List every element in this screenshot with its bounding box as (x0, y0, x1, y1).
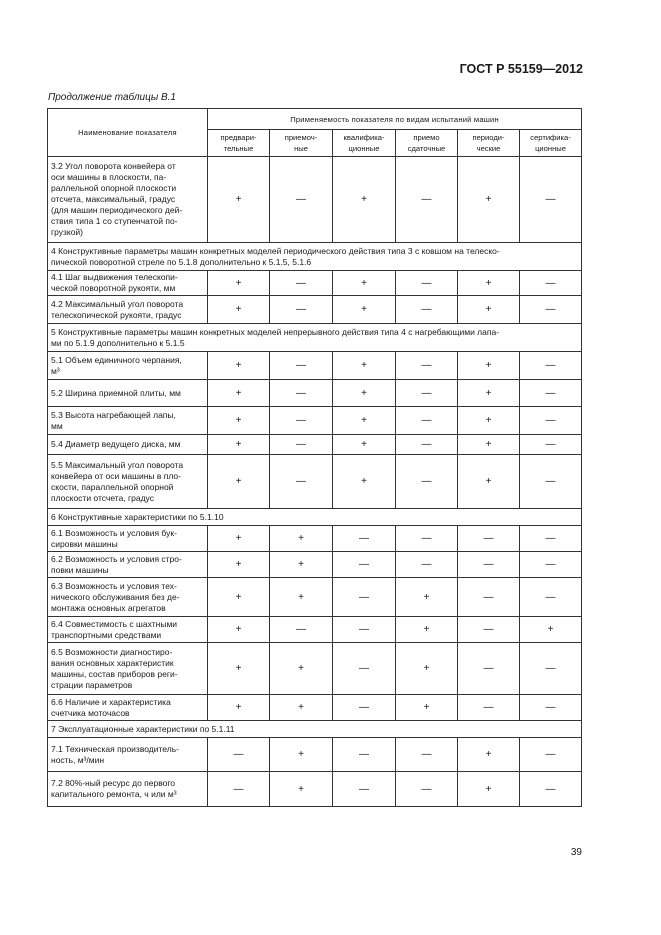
applicability-mark: — (396, 380, 458, 407)
applicability-mark: + (270, 738, 333, 772)
section-title (48, 324, 582, 352)
applicability-mark: — (520, 435, 582, 455)
text-line: нического обслуживания без де- (51, 591, 180, 602)
text-line: плоскости отсчета, градус (51, 492, 154, 503)
section-row (48, 721, 582, 738)
applicability-mark: + (208, 271, 270, 296)
applicability-mark: — (333, 617, 396, 643)
text-line: скости, параллельной опорной (51, 481, 174, 492)
applicability-mark: — (270, 617, 333, 643)
applicability-mark: + (458, 380, 520, 407)
text-line: счетчика моточасов (51, 707, 130, 718)
applicability-mark: — (270, 380, 333, 407)
text-line: м³ (51, 365, 60, 376)
applicability-mark: + (208, 578, 270, 617)
table-row (48, 643, 582, 695)
table-row (48, 552, 582, 578)
text-line: сировки машины (51, 538, 118, 549)
table-header-row (48, 109, 582, 130)
applicability-mark: + (458, 772, 520, 807)
table-row (48, 435, 582, 455)
applicability-mark: + (396, 695, 458, 721)
applicability-mark: — (520, 772, 582, 807)
applicability-mark: + (458, 352, 520, 380)
section-row (48, 243, 582, 271)
applicability-mark: — (396, 407, 458, 435)
applicability-mark: + (208, 455, 270, 509)
applicability-mark: + (208, 435, 270, 455)
text-line: 5.4 Диаметр ведущего диска, мм (51, 439, 181, 449)
text-line: ность, м³/мин (51, 754, 105, 765)
text-line: 5.2 Ширина приемной плиты, мм (51, 387, 181, 398)
applicability-mark: — (396, 526, 458, 552)
text-line: монтажа основных агрегатов (51, 602, 166, 613)
applicability-mark: — (520, 526, 582, 552)
parameter-name (48, 157, 208, 243)
text-line: мм (51, 420, 63, 431)
table-row (48, 157, 582, 243)
text-line: пической поворотной стреле по 5.1.8 дополнительно к 5.1.5, 5.1.6 (51, 256, 312, 267)
parameter-name (48, 695, 208, 721)
applicability-mark: — (458, 526, 520, 552)
text-line: раллельной опорной плоскости (51, 183, 177, 193)
section-row (48, 509, 582, 526)
applicability-mark: — (458, 695, 520, 721)
applicability-mark: — (520, 643, 582, 695)
applicability-table (47, 108, 582, 807)
text-line: 7.1 Техническая производитель- (51, 743, 179, 754)
applicability-mark: — (270, 407, 333, 435)
header-text-line: ные (294, 144, 308, 153)
applicability-mark: + (333, 296, 396, 324)
applicability-mark: — (520, 738, 582, 772)
applicability-mark: — (270, 455, 333, 509)
applicability-mark: + (208, 352, 270, 380)
text-line: 5.3 Высота нагребающей лапы, (51, 409, 176, 420)
applicability-mark: — (270, 157, 333, 243)
text-line: 6.2 Возможность и условия стро- (51, 553, 182, 564)
applicability-mark: + (270, 772, 333, 807)
page-number: 39 (570, 847, 582, 858)
text-line: (для машин периодического дей- (51, 205, 183, 215)
header-text-line: предвари- (220, 133, 257, 142)
table-row (48, 695, 582, 721)
text-line: 4 Конструктивные параметры машин конкретных моделей периодического действия типа 3 с ковшом на телеско- (51, 245, 500, 256)
applicability-mark: + (458, 157, 520, 243)
parameter-name (48, 296, 208, 324)
text-line: 6 Конструктивные характеристики по 5.1.10 (51, 511, 224, 522)
table-row (48, 407, 582, 435)
test-type-header (208, 130, 270, 157)
table-row (48, 578, 582, 617)
applicability-mark: + (208, 380, 270, 407)
section-title (48, 243, 582, 271)
applicability-mark: — (396, 157, 458, 243)
header-text-line: ционные (535, 144, 566, 153)
text-line: телескопической рукояти, градус (51, 309, 182, 320)
section-title (48, 721, 582, 738)
table-row (48, 455, 582, 509)
applicability-mark: — (396, 296, 458, 324)
applicability-mark: + (270, 526, 333, 552)
applicability-mark: — (270, 296, 333, 324)
applicability-mark: + (208, 552, 270, 578)
test-type-header (333, 130, 396, 157)
table-row (48, 352, 582, 380)
parameter-name (48, 772, 208, 807)
applicability-mark: + (208, 407, 270, 435)
applicability-mark: — (520, 552, 582, 578)
applicability-mark: — (458, 552, 520, 578)
text-line: 7 Эксплуатационные характеристики по 5.1.11 (51, 723, 235, 734)
applicability-mark: — (208, 772, 270, 807)
applicability-mark: — (520, 407, 582, 435)
text-line: 3.2 Угол поворота конвейера от (51, 161, 176, 171)
table-row (48, 296, 582, 324)
header-text-line: ционные (348, 144, 380, 153)
applicability-mark: + (396, 643, 458, 695)
name-column-header: Наименование показателя (48, 109, 208, 157)
applicability-mark: + (333, 435, 396, 455)
section-title (48, 509, 582, 526)
applicability-mark: — (520, 271, 582, 296)
applicability-mark: — (520, 455, 582, 509)
header-text-line: приемоч- (284, 133, 318, 142)
table-row (48, 526, 582, 552)
text-line: грузкой) (51, 227, 83, 237)
applicability-mark: — (396, 435, 458, 455)
applicability-mark: — (333, 738, 396, 772)
applicability-mark: — (396, 455, 458, 509)
applicability-mark: — (333, 526, 396, 552)
header-text-line: ческие (476, 144, 501, 153)
table-row (48, 738, 582, 772)
parameter-name (48, 738, 208, 772)
applicability-mark: + (458, 738, 520, 772)
applicability-mark: + (208, 526, 270, 552)
applicability-mark: + (333, 157, 396, 243)
applicability-mark: + (458, 455, 520, 509)
applicability-mark: + (520, 617, 582, 643)
applicability-mark: — (396, 552, 458, 578)
parameter-name (48, 643, 208, 695)
parameter-name (48, 435, 208, 455)
test-type-header (458, 130, 520, 157)
text-line: 6.5 Возможности диагностиро- (51, 646, 173, 657)
parameter-name (48, 271, 208, 296)
applicability-mark: — (520, 695, 582, 721)
applicability-mark: + (333, 271, 396, 296)
applicability-mark: + (208, 695, 270, 721)
applicability-mark: — (208, 738, 270, 772)
header-text-line: периоди- (472, 133, 505, 142)
applicability-mark: + (458, 296, 520, 324)
applicability-mark: — (520, 578, 582, 617)
text-line: оси машины в плоскости, па- (51, 172, 167, 182)
applicability-mark: + (458, 435, 520, 455)
applicability-mark: — (270, 271, 333, 296)
table-continuation-caption: Продолжение таблицы В.1 (48, 92, 176, 103)
parameter-name (48, 455, 208, 509)
text-line: отсчета, максимальный, градус (51, 194, 176, 204)
text-line: страции параметров (51, 679, 133, 690)
applicability-mark: + (333, 407, 396, 435)
text-line: ми по 5.1.9 дополнительно к 5.1.5 (51, 337, 185, 348)
text-line: 4.2 Максимальный угол поворота (51, 298, 184, 309)
parameter-name (48, 617, 208, 643)
applicability-mark: — (458, 643, 520, 695)
test-type-header (396, 130, 458, 157)
applicability-mark: — (520, 380, 582, 407)
table-row (48, 271, 582, 296)
applicability-mark: + (333, 352, 396, 380)
header-text-line: тельные (223, 144, 254, 153)
applicability-mark: — (333, 552, 396, 578)
applicability-group-header: Применяемость показателя по видам испытаний машин (208, 109, 582, 130)
header-text-line: приемо (413, 133, 440, 142)
text-line: 6.6 Наличие и характеристика (51, 696, 171, 707)
text-line: ствия типа 1 со ступенчатой по- (51, 216, 178, 226)
applicability-mark: — (458, 617, 520, 643)
text-line: 6.1 Возможность и условия бук- (51, 527, 177, 538)
text-line: машины, состав приборов реги- (51, 668, 178, 679)
test-type-header (270, 130, 333, 157)
parameter-name (48, 407, 208, 435)
header-text-line: сдаточные (407, 144, 446, 153)
text-line: транспортными средствами (51, 629, 162, 640)
applicability-mark: + (270, 643, 333, 695)
applicability-mark: — (396, 352, 458, 380)
applicability-mark: + (458, 407, 520, 435)
parameter-name (48, 380, 208, 407)
applicability-mark: — (270, 435, 333, 455)
text-line: 5.5 Максимальный угол поворота (51, 459, 184, 470)
applicability-mark: — (396, 271, 458, 296)
applicability-mark: + (208, 296, 270, 324)
table-row (48, 617, 582, 643)
header-text-line: квалифика- (343, 133, 385, 142)
text-line: вания основных характеристик (51, 657, 174, 668)
applicability-mark: — (333, 695, 396, 721)
applicability-mark: + (396, 578, 458, 617)
text-line: ческой поворотной рукояти, мм (51, 283, 176, 293)
parameter-name (48, 578, 208, 617)
applicability-mark: — (520, 157, 582, 243)
applicability-mark: + (270, 695, 333, 721)
applicability-mark: + (458, 271, 520, 296)
applicability-mark: — (396, 738, 458, 772)
applicability-mark: — (333, 772, 396, 807)
table-row (48, 380, 582, 407)
applicability-mark: — (333, 643, 396, 695)
applicability-mark: — (270, 352, 333, 380)
applicability-mark: + (396, 617, 458, 643)
applicability-mark: — (520, 352, 582, 380)
applicability-mark: + (333, 380, 396, 407)
text-line: 6.4 Совместимость с шахтными (51, 618, 178, 629)
text-line: 5.1 Объем единичного черпания, (51, 354, 182, 365)
applicability-mark: + (208, 643, 270, 695)
header-text-line: сертифика- (530, 133, 571, 142)
text-line: капитального ремонта, ч или м³ (51, 789, 177, 799)
table-row (48, 772, 582, 807)
applicability-mark: + (208, 617, 270, 643)
test-type-header (520, 130, 582, 157)
applicability-mark: — (520, 296, 582, 324)
text-line: 5 Конструктивные параметры машин конкретных моделей непрерывного действия типа 4 с нагребающими лапа- (51, 326, 500, 337)
table-body (48, 157, 582, 807)
text-line: 4.1 Шаг выдвижения телескопи- (51, 272, 178, 282)
document-code: ГОСТ Р 55159—2012 (459, 62, 583, 76)
applicability-mark: — (396, 772, 458, 807)
parameter-name (48, 552, 208, 578)
parameter-name (48, 352, 208, 380)
text-line: 7.2 80%-ный ресурс до первого (51, 778, 176, 788)
applicability-mark: + (208, 157, 270, 243)
applicability-mark: — (333, 578, 396, 617)
applicability-mark: + (270, 578, 333, 617)
parameter-name (48, 526, 208, 552)
section-row (48, 324, 582, 352)
text-line: 6.3 Возможность и условия тех- (51, 580, 177, 591)
applicability-mark: — (458, 578, 520, 617)
text-line: конвейера от оси машины в пло- (51, 470, 181, 481)
applicability-mark: + (270, 552, 333, 578)
text-line: повки машины (51, 564, 109, 575)
applicability-mark: + (333, 455, 396, 509)
